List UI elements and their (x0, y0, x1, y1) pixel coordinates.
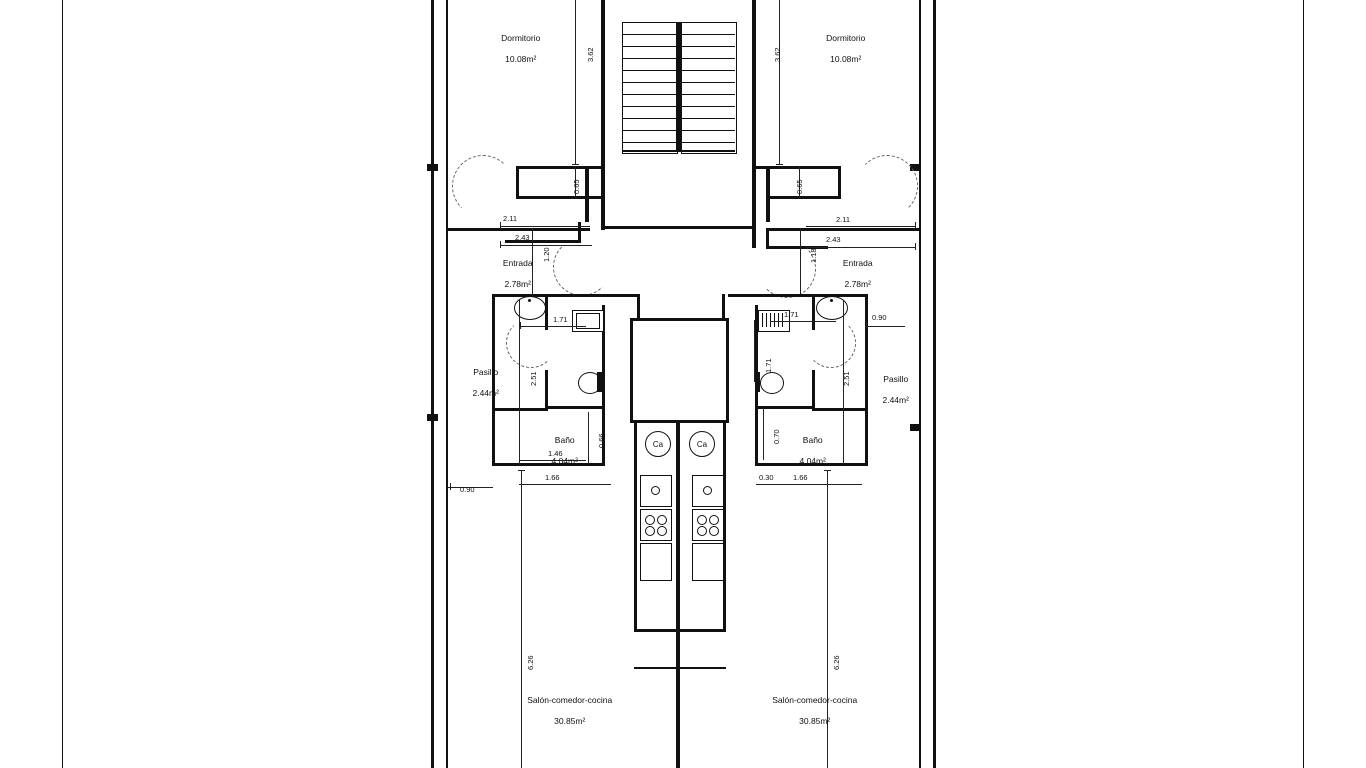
hob-burner-right-1 (697, 515, 707, 525)
dim-626-left: 6.26 (526, 655, 535, 670)
bedroom-left-wall-bottom (516, 166, 602, 169)
dimline-171-right (770, 321, 836, 322)
hob-burner-right-3 (697, 526, 707, 536)
shower-right-hatch (762, 313, 784, 327)
door-swing-arc-bedroom-right (856, 155, 918, 217)
dim-030-right: 0.30 (759, 473, 774, 482)
room-name: Salón-comedor-cocina (772, 694, 858, 705)
dimtick (450, 483, 451, 490)
bedroom-left-wall-bottom2 (516, 196, 588, 199)
toilet-left-cistern (597, 372, 602, 392)
dimtick (520, 322, 521, 329)
dim-243-left: 2.43 (515, 233, 530, 242)
dim-251-left: 2.51 (529, 371, 538, 386)
dimline-070-right (763, 408, 764, 460)
dimline-118-right (800, 228, 801, 294)
dimline-030-right (756, 484, 774, 485)
stair-step (622, 106, 676, 107)
stair-step (681, 58, 735, 59)
corridor-left-wall-h (448, 228, 590, 231)
bath-left-inner-wall-v (545, 370, 548, 411)
stair-step (622, 46, 676, 47)
hob-left (640, 509, 672, 541)
corridor-right-wall-h (766, 228, 920, 231)
room-name: Entrada (502, 257, 533, 268)
dim-118-right: 1.18 (809, 248, 818, 263)
central-shaft-wall-left (630, 318, 633, 422)
room-area: 10.08m² (505, 53, 537, 64)
boiler-marker-right (689, 431, 715, 457)
room-name: Pasillo (883, 373, 909, 384)
stair-step (681, 34, 735, 35)
stair-step (681, 106, 735, 107)
bedroom-left-wall-vert (516, 166, 519, 199)
room-label-dormitorio-der (791, 22, 891, 75)
room-label-bano-der (772, 424, 844, 477)
hob-right (692, 509, 724, 541)
facade-pilaster-left-1 (427, 164, 438, 171)
dim-120-left: 1.20 (542, 247, 551, 262)
dim-166-left: 1.66 (545, 473, 560, 482)
dimline-171-left (520, 326, 586, 327)
sink-bowl-right (703, 486, 712, 495)
stair-landing-divider (676, 22, 681, 152)
stair-core-wall-bottom (601, 226, 756, 229)
facade-pilaster-right-2 (910, 424, 921, 431)
room-name: Pasillo (473, 366, 499, 377)
dim-362-right: 3.62 (773, 47, 782, 62)
hob-burner-left-3 (645, 526, 655, 536)
sink-bowl-left (651, 486, 660, 495)
fridge-left (640, 543, 672, 581)
dim-070-right: 0.70 (772, 429, 781, 444)
plot-line-right-outer (1303, 0, 1304, 768)
stair-step (622, 58, 676, 59)
stair-step (681, 70, 735, 71)
stair-step (622, 142, 676, 143)
stair-step (681, 118, 735, 119)
bath-right-inner-wall-v (812, 370, 815, 411)
dim-211-left: 2.11 (503, 214, 518, 223)
bedroom-left-jamb (585, 166, 589, 222)
hob-burner-left-2 (657, 515, 667, 525)
dim-211-right: 2.11 (836, 215, 851, 224)
lower-partition-line (634, 667, 726, 669)
kitchen-divider-wall (676, 423, 680, 768)
room-name: Dormitorio (826, 32, 866, 43)
dim-166-right: 1.66 (793, 473, 808, 482)
facade-pilaster-left-2 (427, 414, 438, 421)
dim-066-left: 0.66 (597, 433, 606, 448)
dimline-251-left (519, 300, 520, 465)
bedroom-right-wall-vert (838, 166, 841, 199)
toilet-right (760, 372, 784, 394)
door-swing-arc-bedroom-left (452, 155, 514, 217)
toilet-right-cistern (755, 372, 760, 392)
stair-flight-left (622, 22, 678, 154)
kitchen-right-wall-bottom (680, 629, 726, 632)
facade-wall-left-outer (431, 0, 434, 768)
stair-flight-right (681, 22, 737, 154)
dim-171-left: 1.71 (553, 315, 568, 324)
boiler-marker-right-label: Ca (696, 439, 708, 449)
dimtick (776, 164, 783, 165)
stair-step (681, 130, 735, 131)
room-area: 4.04m² (799, 455, 826, 466)
stair-step (622, 34, 676, 35)
dim-362-left: 3.62 (586, 47, 595, 62)
dimline-211-left (500, 226, 590, 227)
bedroom-right-wall-bottom2 (770, 196, 840, 199)
dim-251-right: 2.51 (842, 371, 851, 386)
room-label-dormitorio-izq (466, 22, 566, 75)
hob-burner-left-1 (645, 515, 655, 525)
stair-step (622, 94, 676, 95)
hob-burner-right-4 (709, 526, 719, 536)
stair-step (622, 130, 676, 131)
dimline-171v-right (754, 320, 755, 382)
room-area: 2.78m² (504, 278, 531, 289)
stair-step (622, 70, 676, 71)
dim-171-right: 1.71 (784, 310, 799, 319)
room-name: Baño (802, 434, 823, 445)
stair-step (622, 118, 676, 119)
room-label-salon-izq (495, 684, 635, 737)
dim-090-left: 0.90 (460, 485, 475, 494)
dimline-362-left (575, 0, 576, 165)
room-name: Salón-comedor-cocina (527, 694, 613, 705)
room-label-salon-der (740, 684, 880, 737)
stair-landing-bottom (622, 150, 735, 152)
room-area: 2.44m² (472, 387, 499, 398)
room-label-entrada-der (803, 247, 903, 300)
bedroom-right-jamb (766, 166, 770, 222)
plot-line-left-outer (62, 0, 63, 768)
central-shaft-wall-top (630, 318, 729, 321)
door-swing-arc-bath-right (806, 318, 856, 368)
room-area: 4.04m² (551, 455, 578, 466)
bath-right-wall-topleft (722, 294, 725, 318)
stair-step (681, 82, 735, 83)
room-area: 2.78m² (844, 278, 871, 289)
room-area: 30.85m² (554, 715, 586, 726)
bath-right-stub (758, 406, 812, 409)
dimline-166-right (770, 484, 862, 485)
fridge-right (692, 543, 724, 581)
bath-left-wall-topright (637, 294, 640, 318)
dimline-166-left (519, 484, 611, 485)
dim-146-left: 1.46 (548, 449, 563, 458)
room-area: 10.08m² (830, 53, 862, 64)
dimtick (915, 243, 916, 250)
hob-burner-right-2 (709, 515, 719, 525)
dim-171-vert-right: 1.71 (764, 358, 773, 373)
room-name: Dormitorio (501, 32, 541, 43)
dimline-362-right (779, 0, 780, 165)
room-area: 30.85m² (799, 715, 831, 726)
central-shaft-wall-right (726, 318, 729, 422)
corridor-left-stub (588, 196, 602, 199)
stair-step (622, 82, 676, 83)
dimtick (500, 222, 501, 229)
kitchen-left-wall-bottom (634, 629, 677, 632)
bath-left-stub (548, 406, 602, 409)
stair-core-wall-right (752, 0, 756, 248)
room-label-pasillo-der (855, 363, 927, 416)
dimline-211-right (806, 226, 916, 227)
hob-burner-left-4 (657, 526, 667, 536)
dimline-243-left (500, 245, 592, 246)
dimtick (572, 164, 579, 165)
stair-step (681, 94, 735, 95)
room-label-pasillo-izq (445, 356, 517, 409)
dim-090-right: 0.90 (872, 313, 887, 322)
dimtick (866, 322, 867, 329)
stair-step (681, 142, 735, 143)
dim-065-right: 0.65 (795, 179, 804, 194)
facade-wall-right-outer (933, 0, 936, 768)
dim-626-right: 6.26 (832, 655, 841, 670)
stair-step (681, 46, 735, 47)
room-name: Baño (554, 434, 575, 445)
boiler-marker-left (645, 431, 671, 457)
dimline-090-right (865, 326, 905, 327)
dimtick (915, 222, 916, 229)
room-name: Entrada (842, 257, 873, 268)
dim-065-left: 0.65 (572, 179, 581, 194)
kitchen-left-wall (634, 423, 637, 631)
boiler-marker-left-label: Ca (652, 439, 664, 449)
room-area: 2.44m² (882, 394, 909, 405)
dim-243-right: 2.43 (826, 235, 841, 244)
